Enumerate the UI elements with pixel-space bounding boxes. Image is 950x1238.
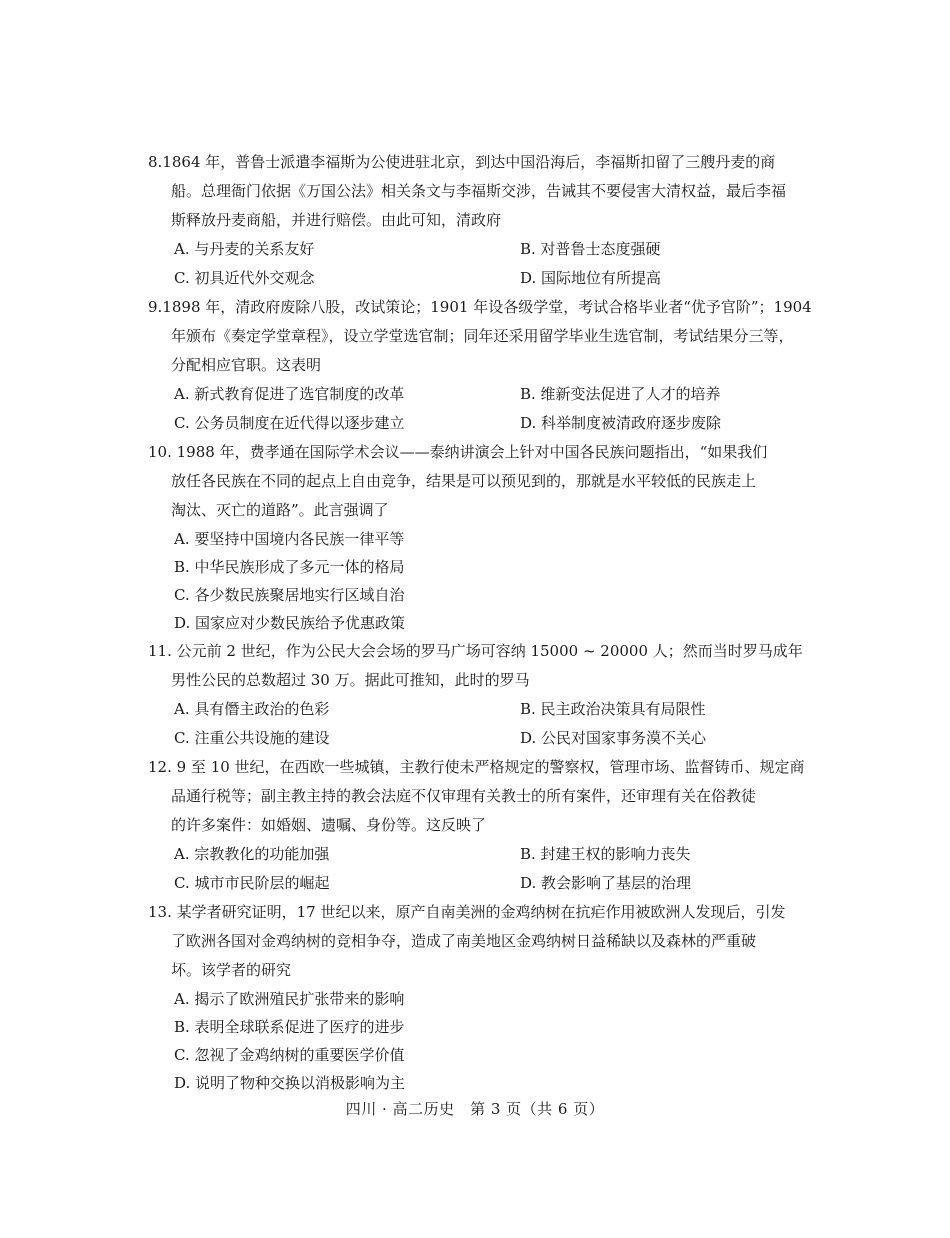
question-12-options-row-2 — [148, 869, 808, 898]
question-10 — [148, 438, 808, 637]
question-8-option-d[interactable]: D. 国际地位有所提高 — [520, 269, 662, 287]
question-9-line-1: 9.1898 年，清政府废除八股，改试策论；1901 年设各级学堂，考试合格毕业者“优予官阶”；1904 — [148, 298, 812, 316]
question-12-line-1: 12. 9 至 10 世纪，在西欧一些城镇，主教行使未严格规定的警察权，管理市场、监督铸币、规定商 — [148, 758, 805, 776]
question-11-option-c[interactable]: C. 注重公共设施的建设 — [174, 729, 330, 747]
question-13-option-d[interactable]: D. 说明了物种交换以消极影响为主 — [174, 1074, 406, 1092]
question-11-option-b[interactable]: B. 民主政治决策具有局限性 — [520, 700, 706, 718]
page-footer: 四川 · 高二历史 第 3 页（共 6 页） — [345, 1100, 605, 1118]
question-13-option-a[interactable]: A. 揭示了欧洲殖民扩张带来的影响 — [174, 990, 405, 1008]
question-10-option-c[interactable]: C. 各少数民族聚居地实行区域自治 — [174, 586, 405, 604]
question-12-options-row-1 — [148, 840, 808, 869]
question-12-option-a[interactable]: A. 宗教教化的功能加强 — [174, 845, 330, 863]
question-8-line-2: 船。总理衙门依据《万国公法》相关条文与李福斯交涉，告诫其不要侵害大清权益，最后李福 — [171, 182, 787, 200]
question-8-option-a[interactable]: A. 与丹麦的关系友好 — [174, 240, 315, 258]
question-12-line-3: 的许多案件：如婚姻、遗嘱、身份等。这反映了 — [171, 816, 487, 834]
question-13-line-1: 13. 某学者研究证明，17 世纪以来，原产自南美洲的金鸡纳树在抗疟作用被欧洲人发现后，引发 — [148, 903, 786, 921]
question-9-line-2: 年颁布《奏定学堂章程》，设立学堂选官制；同年还采用留学毕业生选官制，考试结果分三等， — [171, 327, 794, 345]
question-9-option-c[interactable]: C. 公务员制度在近代得以逐步建立 — [174, 414, 405, 432]
question-9-option-d[interactable]: D. 科举制度被清政府逐步废除 — [520, 414, 722, 432]
question-10-line-1: 10. 1988 年，费孝通在国际学术会议——泰纳讲演会上针对中国各民族问题指出，“如果我们 — [148, 443, 768, 461]
question-12-option-c[interactable]: C. 城市市民阶层的崛起 — [174, 874, 330, 892]
question-13-option-b[interactable]: B. 表明全球联系促进了医疗的进步 — [174, 1018, 405, 1036]
question-11-options-row-1 — [148, 695, 808, 724]
question-9-options-row-2 — [148, 409, 808, 438]
question-13-option-c[interactable]: C. 忽视了金鸡纳树的重要医学价值 — [174, 1046, 405, 1064]
question-12-option-b[interactable]: B. 封建王权的影响力丧失 — [520, 845, 691, 863]
question-11-option-d[interactable]: D. 公民对国家事务漠不关心 — [520, 729, 707, 747]
question-13-line-3: 坏。该学者的研究 — [171, 961, 292, 979]
question-12-option-d[interactable]: D. 教会影响了基层的治理 — [520, 874, 692, 892]
question-8-option-b[interactable]: B. 对普鲁士态度强硬 — [520, 240, 661, 258]
question-9-options-row-1 — [148, 380, 808, 409]
question-13 — [148, 898, 808, 1097]
question-11-line-1: 11. 公元前 2 世纪，作为公民大会会场的罗马广场可容纳 15000 ~ 20000 人；然而当时罗马成年 — [148, 642, 803, 660]
question-11 — [148, 637, 808, 753]
question-11-option-a[interactable]: A. 具有僭主政治的色彩 — [174, 700, 330, 718]
question-12-line-2: 品通行税等；副主教主持的教会法庭不仅审理有关教士的所有案件，还审理有关在俗教徒 — [171, 787, 757, 805]
question-13-line-2: 了欧洲各国对金鸡纳树的竞相争夺，造成了南美地区金鸡纳树日益稀缺以及森林的严重破 — [171, 932, 757, 950]
question-10-line-3: 淘汰、灭亡的道路”。此言强调了 — [171, 501, 389, 519]
question-9-line-3: 分配相应官职。这表明 — [171, 356, 322, 374]
question-11-options-row-2 — [148, 724, 808, 753]
question-9-option-b[interactable]: B. 维新变法促进了人才的培养 — [520, 385, 721, 403]
question-8-option-c[interactable]: C. 初具近代外交观念 — [174, 269, 315, 287]
question-8-line-1: 8.1864 年，普鲁士派遣李福斯为公使进驻北京，到达中国沿海后，李福斯扣留了三艘丹麦的商 — [148, 153, 776, 171]
question-8 — [148, 148, 808, 293]
question-9-option-a[interactable]: A. 新式教育促进了选官制度的改革 — [174, 385, 405, 403]
question-8-options-row-2 — [148, 264, 808, 293]
question-9 — [148, 293, 812, 438]
question-8-line-3: 斯释放丹麦商船，并进行赔偿。由此可知，清政府 — [171, 211, 502, 229]
question-10-line-2: 放任各民族在不同的起点上自由竞争，结果是可以预见到的，那就是水平较低的民族走上 — [171, 472, 757, 490]
question-8-options-row-1 — [148, 235, 808, 264]
question-12 — [148, 753, 808, 898]
question-10-option-b[interactable]: B. 中华民族形成了多元一体的格局 — [174, 558, 405, 576]
question-11-line-2: 男性公民的总数超过 30 万。据此可推知，此时的罗马 — [171, 671, 530, 689]
question-10-option-a[interactable]: A. 要坚持中国境内各民族一律平等 — [174, 530, 405, 548]
question-list — [148, 148, 812, 1097]
question-10-option-d[interactable]: D. 国家应对少数民族给予优惠政策 — [174, 614, 406, 632]
